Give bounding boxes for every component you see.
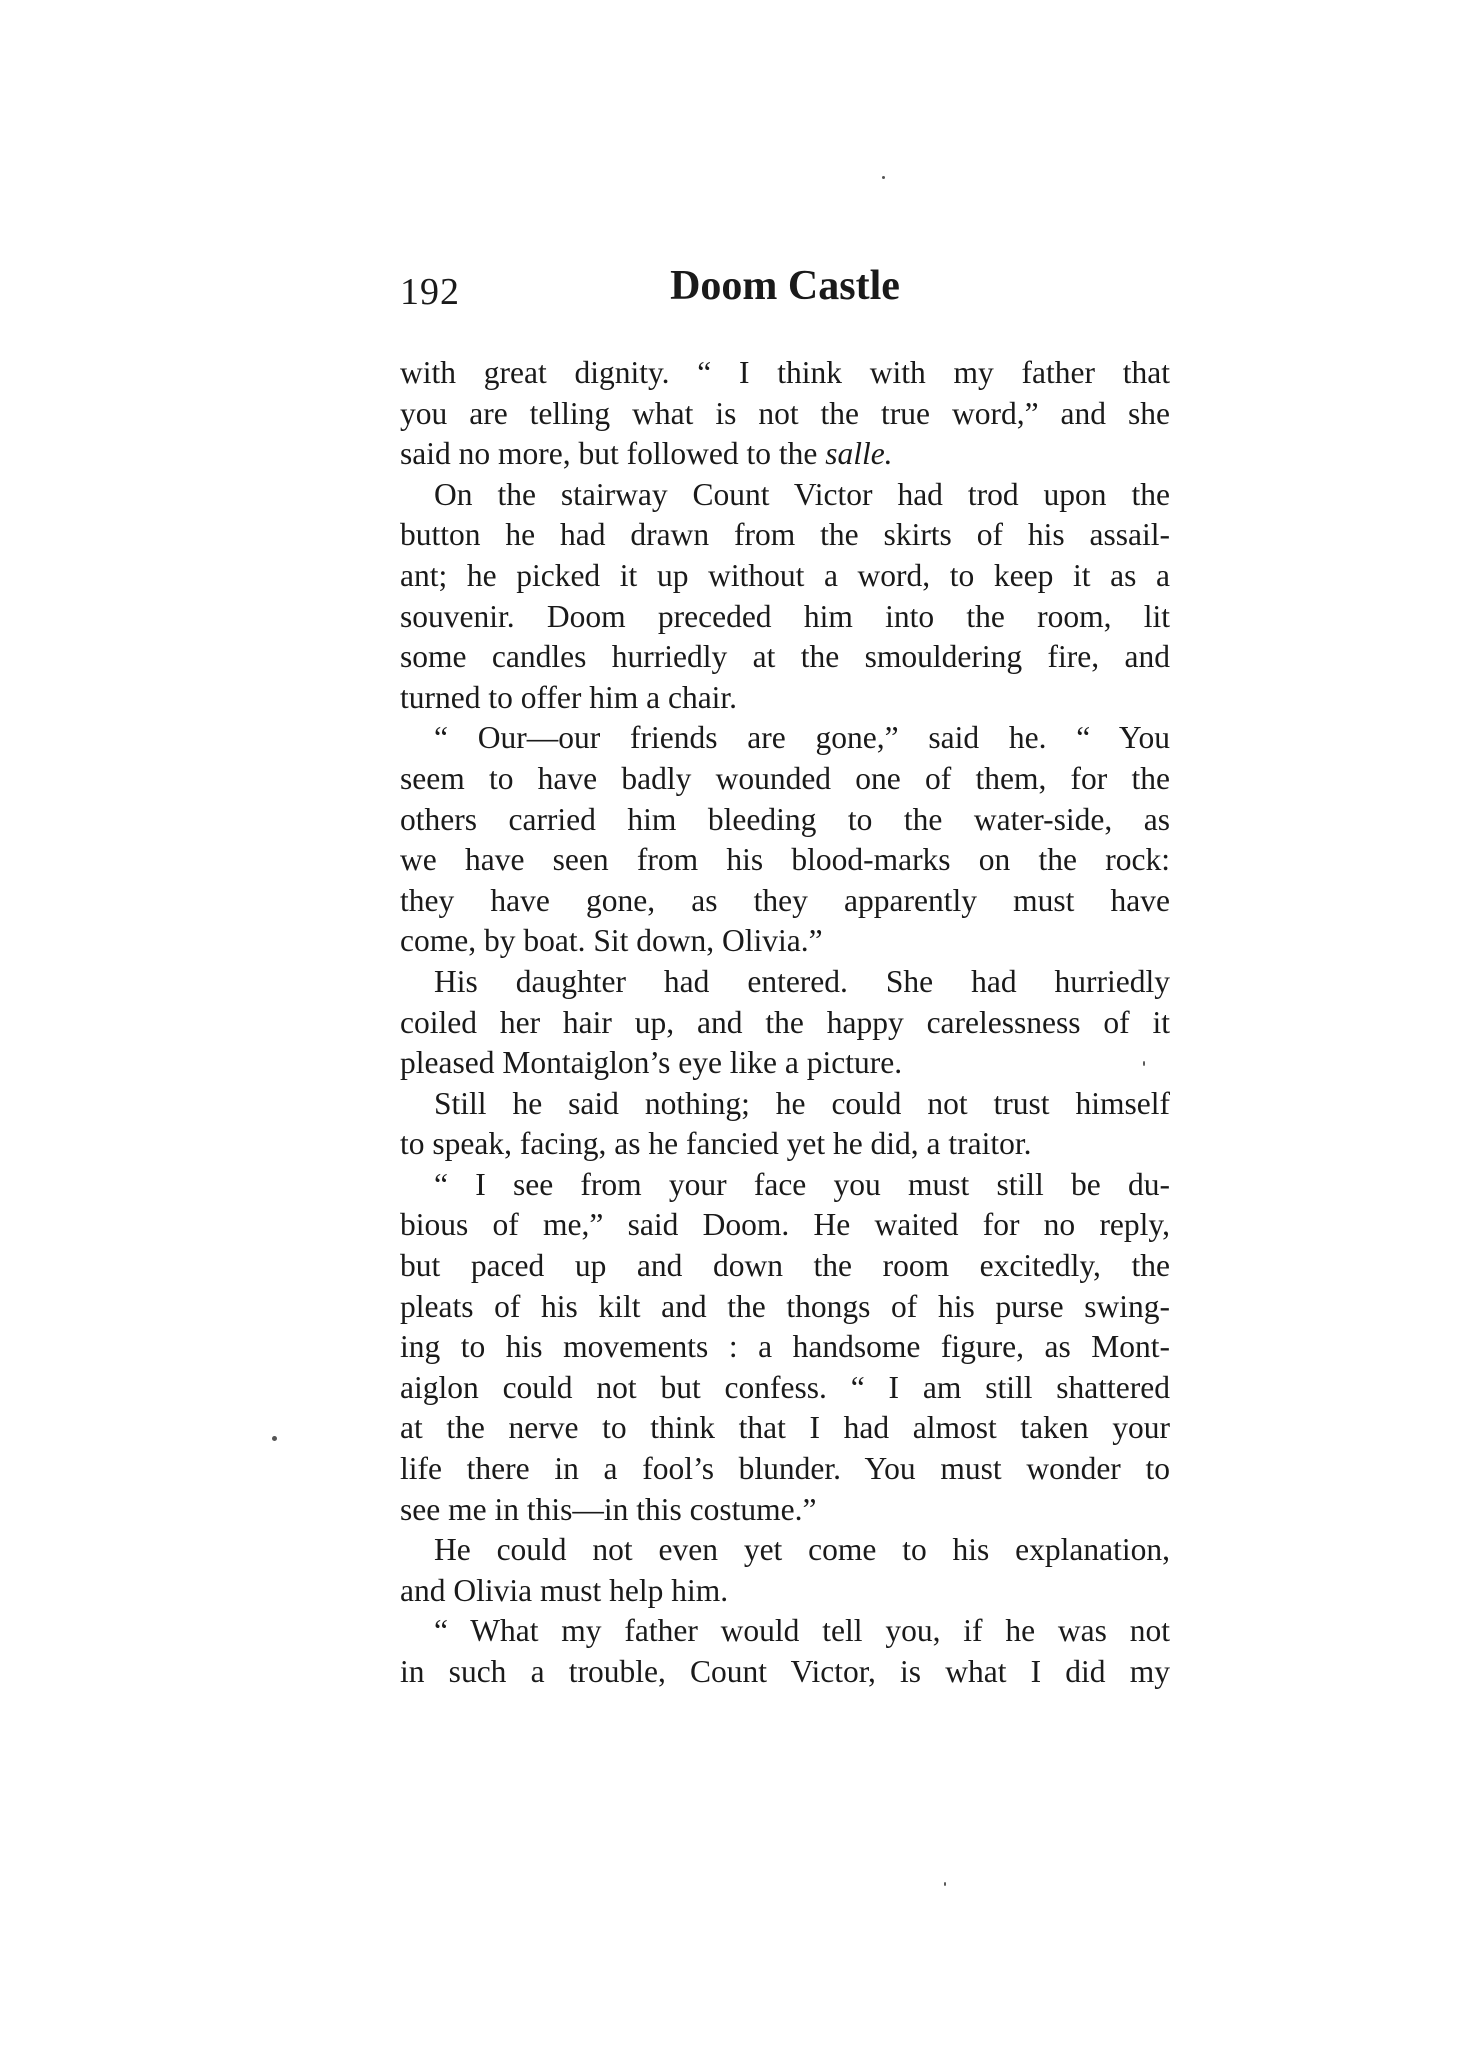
text-line: aiglon could not but confess. “ I am still shattered [400,1369,1170,1405]
text-line: some candles hurriedly at the smouldering fire, and [400,639,1170,675]
text-line: pleats of his kilt and the thongs of his purse swing- [400,1288,1170,1324]
text-line: He could not even yet come to his explanation, [434,1532,1170,1568]
text-line: coiled her hair up, and the happy carelessness of it [400,1004,1170,1040]
text-line: On the stairway Count Victor had trod upon the [434,476,1170,512]
text-line: they have gone, as they apparently must have [400,882,1170,918]
text-line: pleased Montaiglon’s eye like a picture. [400,1045,903,1081]
text-line: “ Our—our friends are gone,” said he. “ You [434,720,1170,756]
text-line: His daughter had entered. She had hurriedly [434,963,1170,999]
text-line: Still he said nothing; he could not trust himself [434,1085,1170,1121]
text-line: button he had drawn from the skirts of his assail- [400,517,1170,553]
page-number: 192 [400,271,460,313]
text-line: we have seen from his blood-marks on the rock: [400,842,1170,878]
text-line: and Olivia must help him. [400,1572,729,1608]
text-line: ant; he picked it up without a word, to keep it as a [400,557,1170,593]
text-line: life there in a fool’s blunder. You must wonder to [400,1451,1170,1487]
text-line: but paced up and down the room excitedly, the [400,1248,1170,1284]
text-line: “ I see from your face you must still be du- [434,1166,1170,1202]
text-line: come, by boat. Sit down, Olivia.” [400,923,823,959]
scan-speck [272,1436,277,1441]
text-line: you are telling what is not the true word,” and she [400,395,1170,431]
text-line: bious of me,” said Doom. He waited for no reply, [400,1207,1170,1243]
running-head-title: Doom Castle [670,263,900,309]
text-line: ing to his movements : a handsome figure, as Mont- [400,1329,1170,1365]
scan-speck [882,176,885,179]
scan-speck [944,1882,946,1886]
text-line [400,434,1170,475]
body-text [400,353,1170,1693]
text-fragment: said no more, but followed to the [400,436,826,472]
text-line: with great dignity. “ I think with my father that [400,355,1170,390]
text-line: seem to have badly wounded one of them, for the [400,760,1170,796]
text-line: to speak, facing, as he fancied yet he did, a traitor. [400,1126,1032,1162]
text-line: at the nerve to think that I had almost taken your [400,1410,1170,1446]
text-line: others carried him bleeding to the water-side, as [400,801,1170,837]
text-line: “ What my father would tell you, if he was not [434,1613,1170,1649]
italic-word: salle. [825,436,893,472]
text-line: turned to offer him a chair. [400,679,738,715]
page-header [400,262,1170,322]
text-line: in such a trouble, Count Victor, is what I did my [400,1654,1170,1689]
text-line: see me in this—in this costume.” [400,1491,817,1527]
scan-speck [1143,1061,1145,1066]
text-line: souvenir. Doom preceded him into the room, lit [400,598,1170,634]
